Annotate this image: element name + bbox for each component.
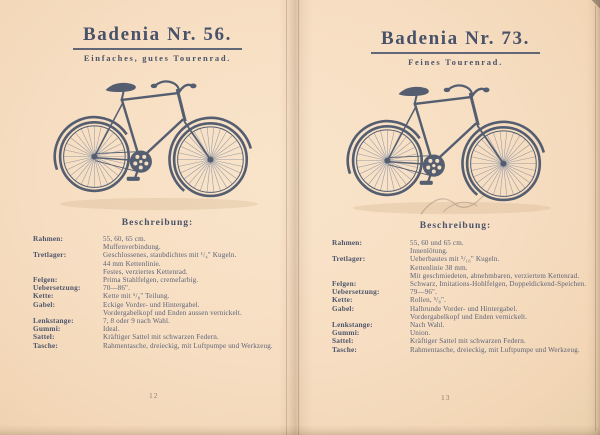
spec-line: Innenlötung. (410, 247, 448, 256)
spec-line: 55, 60 und 65 cm. (410, 239, 464, 247)
spec-value (410, 305, 592, 321)
spec-line: Muffenverbindung. (103, 243, 161, 252)
spec-table (33, 235, 285, 350)
page-header (303, 28, 600, 67)
spec-row (332, 288, 592, 296)
spec-value (103, 325, 285, 333)
spec-label: Gummi: (33, 324, 61, 334)
spec-line: 55, 60, 65 cm. (103, 235, 146, 243)
spec-line: Rahmentasche, dreieckig, mit Luftpumpe und Werkzeug. (103, 341, 273, 350)
spec-line: 7, 8 oder 9 nach Wahl. (103, 317, 171, 326)
bicycle-illustration (50, 77, 272, 215)
spec-label: Tasche: (33, 340, 59, 350)
spec-value (410, 296, 592, 304)
spec-line: Nach Wahl. (410, 321, 445, 330)
catalog-page-left (0, 0, 295, 435)
spec-label: Sattel: (332, 336, 354, 346)
spec-label: Uebersetzung: (33, 283, 81, 293)
spec-value (103, 292, 285, 300)
spec-value (410, 329, 592, 337)
spec-line: Mit geschmiedeten, abnehmbaren, verziertem Kettenrad. (410, 271, 580, 280)
spec-row (332, 305, 592, 321)
spec-value (103, 317, 285, 325)
spec-line: Kettenlinie 38 mm. (410, 263, 468, 272)
spec-label: Rahmen: (332, 238, 363, 247)
spec-label: Sattel: (33, 332, 55, 342)
page-subtitle: Feines Tourenrad. (408, 57, 503, 67)
spec-row (33, 292, 285, 300)
spec-line: Ueberbautes mit ⁵/₁₆" Kugeln. (410, 255, 500, 264)
spec-row (33, 342, 285, 350)
description-heading: Beschreibung: (121, 218, 194, 228)
page-subtitle: Einfaches, gutes Tourenrad. (83, 53, 232, 63)
spec-line: Prima Stahlfelgen, cremefarbig. (103, 276, 199, 285)
spec-line: Rollen, ⁵/₈". (410, 296, 446, 305)
page-number: 13 (441, 393, 451, 402)
spec-line: Eckige Vorder- und Hintergabel. (103, 300, 200, 309)
spec-label: Gabel: (33, 299, 56, 309)
spec-line: Schwarz, Imitations-Hohlfelgen, Doppeldickend-Speichen. (410, 280, 587, 289)
page-title: Badenia Nr. 56. (73, 24, 242, 50)
spec-line: Halbrunde Vorder- und Hintergabel. (410, 304, 518, 313)
spec-row (33, 235, 285, 251)
spec-line: Ideal. (103, 325, 120, 334)
spec-line: Kette mit ⁵/₈" Teilung. (103, 292, 170, 301)
page-number: 12 (149, 391, 159, 400)
spec-table (332, 239, 592, 354)
spec-label: Felgen: (33, 275, 58, 285)
spec-value (103, 235, 285, 251)
spec-line: Rahmentasche, dreieckig, mit Luftpumpe und Werkzeug. (410, 345, 580, 354)
spec-value (103, 333, 285, 341)
spec-label: Lenkstange: (332, 320, 373, 330)
spec-row (33, 317, 285, 325)
spec-row (332, 329, 592, 337)
spec-row (332, 239, 592, 255)
spec-value (410, 239, 592, 255)
description-heading: Beschreibung: (419, 221, 492, 231)
spec-line: 44 mm Kettenlinie. (103, 259, 161, 268)
spec-line: Vordergabelkopf und Enden vernickelt. (410, 312, 528, 321)
spec-label: Gummi: (332, 328, 360, 338)
spec-line: Kräftiger Sattel mit schwarzen Federn. (410, 337, 526, 346)
spec-row (33, 325, 285, 333)
spec-label: Tretlager: (33, 250, 67, 260)
catalog-page-right (295, 0, 600, 435)
spec-row (33, 333, 285, 341)
spec-row (332, 255, 592, 280)
handwritten-pencil-mark (413, 186, 503, 220)
spec-line: Union. (410, 329, 431, 338)
spec-value (410, 321, 592, 329)
spec-label: Lenkstange: (33, 316, 74, 326)
spec-row (33, 284, 285, 292)
spec-value (103, 284, 285, 292)
spec-row (332, 346, 592, 354)
spec-value (103, 276, 285, 284)
spec-row (33, 301, 285, 317)
spec-label: Tasche: (332, 344, 358, 354)
page-title: Badenia Nr. 73. (371, 28, 540, 54)
spec-value (103, 251, 285, 276)
spec-line: Vordergabelkopf und Enden aussen vernickelt. (103, 308, 242, 317)
spec-label: Rahmen: (33, 234, 64, 243)
spec-value (410, 337, 592, 345)
spec-label: Kette: (33, 291, 54, 301)
spec-label: Uebersetzung: (332, 287, 380, 297)
spec-label: Felgen: (332, 279, 357, 289)
spec-label: Tretlager: (332, 254, 366, 264)
spec-row (33, 251, 285, 276)
spec-line: 79—96". (410, 288, 438, 297)
spec-value (410, 280, 592, 288)
spec-line: Geschlossenes, staubdichtes mit ¹/₄" Kugeln. (103, 251, 237, 260)
spec-row (332, 321, 592, 329)
spec-label: Gabel: (332, 303, 355, 313)
spec-row (332, 296, 592, 304)
spec-row (332, 337, 592, 345)
page-header (10, 24, 305, 63)
spec-line: Festes, verziertes Kettenrad. (103, 267, 188, 276)
spec-value (410, 255, 592, 280)
spec-value (103, 342, 285, 350)
spec-line: Kräftiger Sattel mit schwarzen Federn. (103, 333, 219, 342)
spec-label: Kette: (332, 295, 353, 305)
spec-value (410, 346, 592, 354)
spec-value (410, 288, 592, 296)
spec-line: 70—86". (103, 284, 131, 293)
spec-value (103, 301, 285, 317)
